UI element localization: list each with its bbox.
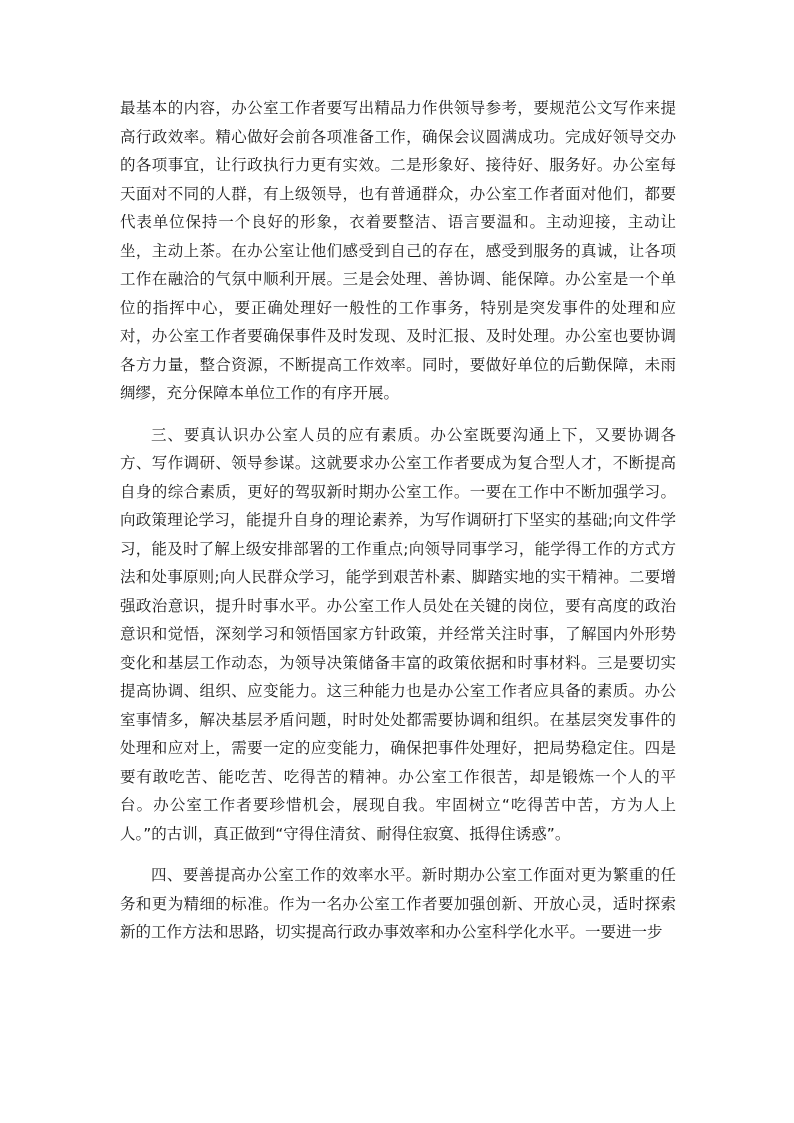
paragraph-continued: 最基本的内容，办公室工作者要写出精品力作供领导参考，要规范公文写作来提高行政效率。精心做好会前各项准备工作，确保会议圆满成功。完成好领导交办的各项事宜，让行政执行力更有实效。二是形象好、接待好、服务好。办公室每天面对不同的人群，有上级领导，也有普通群众，办公室工作者面对他们，都要代表单位保持一个良好的形象，衣着要整洁、语言要温和。主动迎接，主动让坐，主动上茶。在办公室让他们感受到自己的存在，感受到服务的真诚，让各项工作在融洽的气氛中顺利开展。三是会处理、善协调、能保障。办公室是一个单位的指挥中心，要正确处理好一般性的工作事务，特别是突发事件的处理和应对，办公室工作者要确保事件及时发现、及时汇报、及时处理。办公室也要协调各方力量，整合资源，不断提高工作效率。同时，要做好单位的后勤保障，未雨绸缪，充分保障本单位工作的有序开展。	[120, 99, 676, 402]
document-page	[120, 94, 676, 947]
paragraph-gap	[120, 408, 676, 421]
paragraph-gap	[120, 848, 676, 861]
paragraph-section-three: 三、要真认识办公室人员的应有素质。办公室既要沟通上下，又要协调各方、写作调研、领导参谋。这就要求办公室工作者要成为复合型人才，不断提高自身的综合素质，更好的驾驭新时期办公室工作。一要在工作中不断加强学习。向政策理论学习，能提升自身的理论素养，为写作调研打下坚实的基础;向文件学习，能及时了解上级安排部署的工作重点;向领导同事学习，能学得工作的方式方法和处事原则;向人民群众学习，能学到艰苦朴素、脚踏实地的实干精神。二要增强政治意识，提升时事水平。办公室工作人员处在关键的岗位，要有高度的政治意识和觉悟，深刻学习和领悟国家方针政策，并经常关注时事，了解国内外形势变化和基层工作动态，为领导决策储备丰富的政策依据和时事材料。三是要切实提高协调、组织、应变能力。这三种能力也是办公室工作者应具备的素质。办公室事情多，解决基层矛盾问题，时时处处都需要协调和组织。在基层突发事件的处理和应对上，需要一定的应变能力，确保把事件处理好，把局势稳定住。四是要有敢吃苦、能吃苦、吃得苦的精神。办公室工作很苦，却是锻炼一个人的平台。办公室工作者要珍惜机会，展现自我。牢固树立“吃得苦中苦，方为人上人。”的古训，真正做到“守得住清贫、耐得住寂寞、抵得住诱惑”。	[120, 425, 676, 843]
paragraph-section-four: 四、要善提高办公室工作的效率水平。新时期办公室工作面对更为繁重的任务和更为精细的标准。作为一名办公室工作者要加强创新、开放心灵，适时探索新的工作方法和思路，切实提高行政办事效率和办公室科学化水平。一要进一步	[120, 866, 676, 941]
